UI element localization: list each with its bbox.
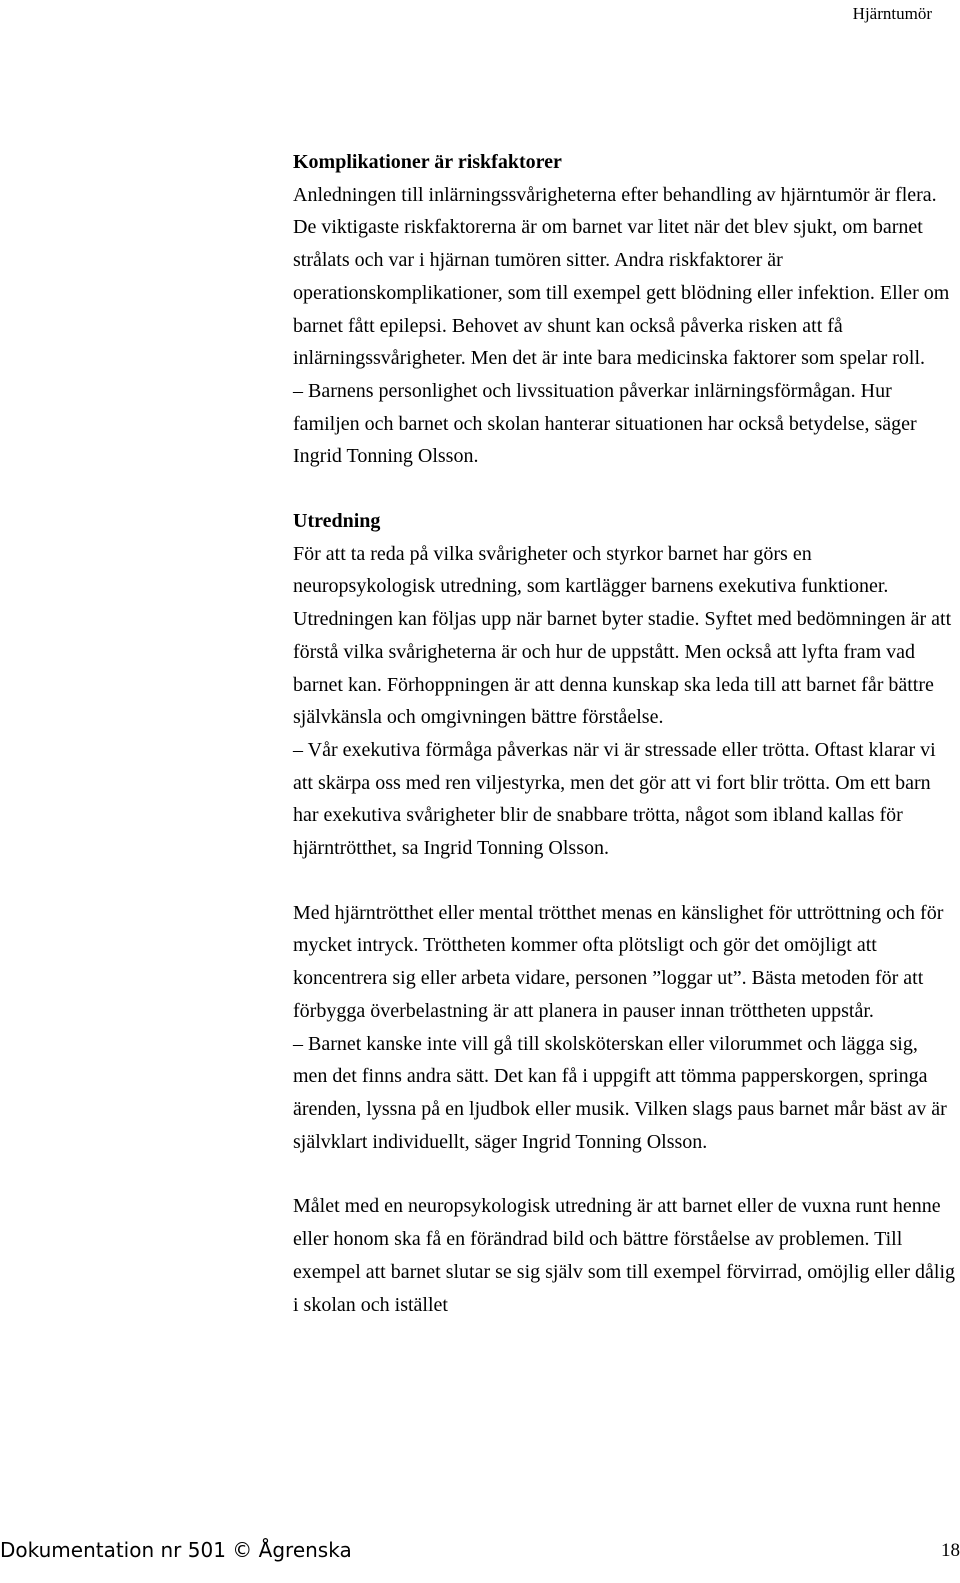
section-hjarntrotthet <box>293 897 957 1159</box>
paragraph: Målet med en neuropsykologisk utredning är att barnet eller de vuxna runt henne eller honom ska få en förändrad bild och bättre förståelse av problemen. Till exempel att barnet slutar se sig själv som till exempel förvirrad, omöjlig eller dålig i skolan och istället <box>293 1195 956 1316</box>
section-komplikationer <box>293 146 957 473</box>
paragraph-quote: – Vår exekutiva förmåga påverkas när vi är stressade eller trötta. Oftast klarar vi att skärpa oss med ren viljestyrka, men det gör att vi fort blir trötta. Om ett barn har exekutiva svårigheter blir de snabbare trötta, något som ibland kallas för hjärntrötthet, sa Ingrid Tonning Olsson. <box>293 738 936 860</box>
section-heading: Komplikationer är riskfaktorer <box>293 151 562 173</box>
footer-publication: Dokumentation nr 501 © Ågrenska <box>0 1538 352 1562</box>
article-body <box>293 146 957 1353</box>
paragraph: Anledningen till inlärningssvårigheterna efter behandling av hjärntumör är flera. De viktigaste riskfaktorerna är om barnet var litet när det blev sjukt, om barnet strålats och var i hjärnan tumören sitter. Andra riskfaktorer är operationskomplikationer, som till exempel gett blödning eller infektion. Eller om barnet fått epilepsi. Behovet av shunt kan också påverka risken att få inlärningssvårigheter. Men det är inte bara medicinska faktorer som spelar roll. <box>293 183 950 370</box>
page-number: 18 <box>941 1540 960 1561</box>
paragraph: För att ta reda på vilka svårigheter och styrkor barnet har görs en neuropsykologisk utredning, som kartlägger barnens exekutiva funktioner. Utredningen kan följas upp när barnet byter stadie. Syftet med bedömningen är att förstå vilka svårigheterna är och hur de uppstått. Men också att lyfta fram vad barnet kan. Förhoppningen är att denna kunskap ska leda till att barnet får bättre självkänsla och omgivningen bättre förståelse. <box>293 542 952 729</box>
paragraph: Med hjärntrötthet eller mental trötthet menas en känslighet för uttröttning och för mycket intryck. Tröttheten kommer ofta plötsligt och gör det omöjligt att koncentrera sig eller arbeta vidare, personen ”loggar ut”. Bästa metoden för att förbygga överbelastning är att planera in pauser innan tröttheten uppstår. <box>293 901 944 1022</box>
paragraph-quote: – Barnet kanske inte vill gå till skolsköterskan eller vilorummet och lägga sig, men det finns andra sätt. Det kan få i uppgift att tömma papperskorgen, springa ärenden, lyssna på en ljudbok eller musik. Vilken slags paus barnet mår bäst av är självklart individuellt, säger Ingrid Tonning Olsson. <box>293 1032 947 1153</box>
section-malet <box>293 1190 957 1321</box>
section-utredning <box>293 505 957 865</box>
running-header: Hjärntumör <box>852 4 932 23</box>
section-heading: Utredning <box>293 510 381 533</box>
paragraph-quote: – Barnens personlighet och livssituation påverkar inlärningsförmågan. Hur familjen och barnet och skolan hanterar situationen har också betydelse, säger Ingrid Tonning Olsson. <box>293 379 917 468</box>
